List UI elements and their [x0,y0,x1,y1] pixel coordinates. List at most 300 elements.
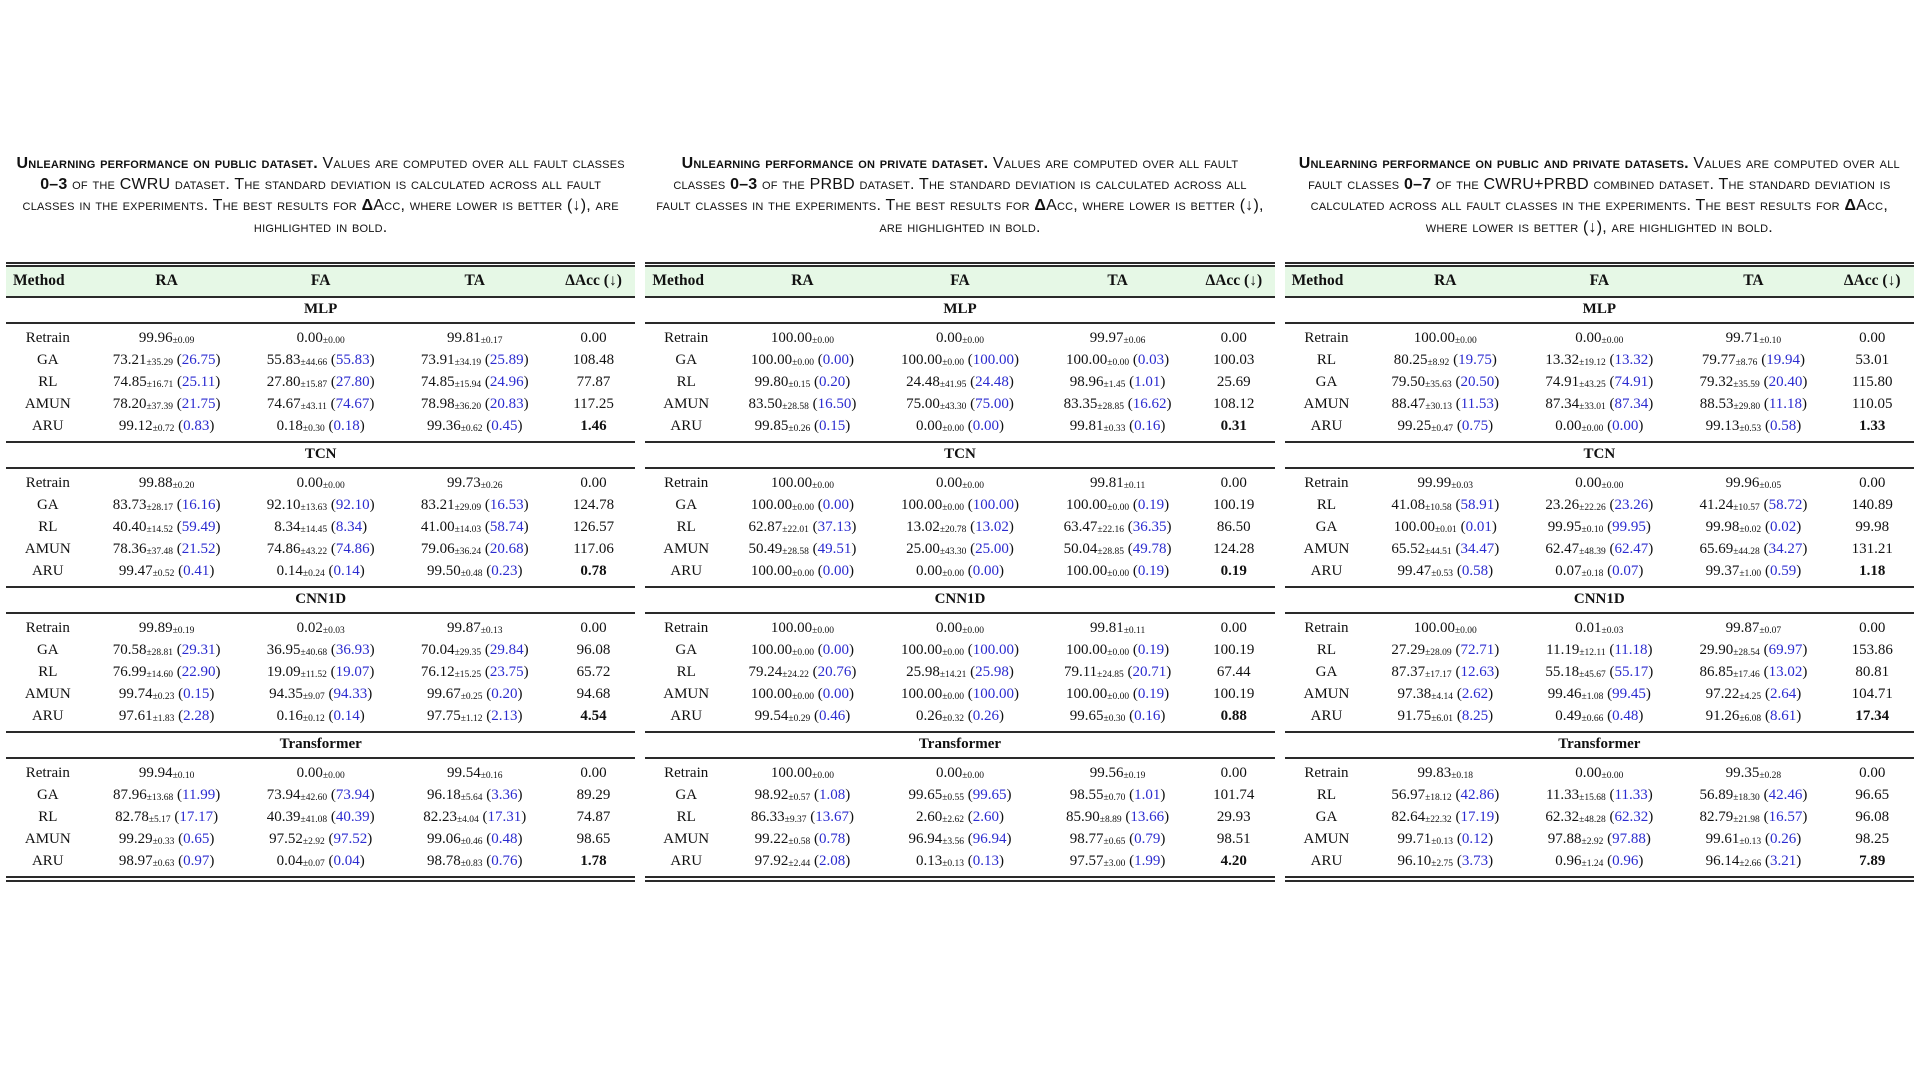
ra-cell [727,684,878,706]
table-block-private-prbd [645,0,1274,882]
paren: ( [173,664,182,680]
paren: ( [1761,831,1770,847]
results-table [645,262,1274,882]
paren: ) [845,374,851,390]
ta-cell [1042,561,1193,587]
paren: ) [1638,563,1644,579]
ta-cell [1676,539,1830,561]
fa-cell [244,495,398,517]
paren: ( [481,396,490,412]
delta-acc-cell: 100.19 [1213,686,1255,702]
value: 73.94 [266,787,301,803]
value: 0.00 [915,563,943,579]
paren: ( [1759,374,1769,390]
method-cell: ARU [1310,853,1343,869]
paren: ( [174,418,184,434]
std-dev: ±0.47 [1431,424,1454,434]
std-dev: ±0.00 [1107,692,1130,702]
table-row [6,807,635,829]
delta-value: 0.13 [972,853,1000,869]
std-dev: ±0.58 [788,837,811,847]
fa-cell [1522,561,1676,587]
std-dev: ±28.85 [1097,402,1125,412]
ra-cell [1368,350,1522,372]
delta-value: 3.36 [491,787,518,803]
ta-cell [398,323,552,350]
paren: ) [1006,787,1012,803]
delta-value: 0.19 [1137,686,1165,702]
std-dev: ±41.95 [939,380,967,390]
std-dev: ±36.20 [454,402,482,412]
value: 98.92 [754,787,789,803]
delta-acc-cell: 124.78 [572,497,615,513]
table-row [645,662,1274,684]
value: 99.85 [754,418,789,434]
paren: ( [1453,563,1462,579]
section-transformer [1285,732,1914,879]
value: 76.12 [420,664,455,680]
delta-value: 3.21 [1769,853,1797,869]
std-dev: ±48.28 [1579,815,1606,825]
value: 0.00 [296,330,323,346]
ta-cell [398,394,552,416]
fa-cell [878,517,1043,539]
delta-value: 21.52 [181,541,216,557]
ra-cell [1368,613,1522,640]
fa-cell [878,662,1043,684]
delta-value: 0.04 [333,853,360,869]
fa-cell [878,323,1043,350]
value: 100.00 [1066,563,1108,579]
delta-value: 16.16 [181,497,216,513]
value: 100.00 [750,352,793,368]
paren: ( [1451,374,1461,390]
paren: ( [1605,374,1615,390]
paren: ( [1123,664,1133,680]
std-dev: ±28.58 [782,402,809,412]
fa-cell [244,416,398,442]
paren: ( [173,352,182,368]
fa-cell [244,807,398,829]
paren: ) [848,563,854,579]
table-row [6,539,635,561]
paren: ) [209,563,215,579]
delta-value: 22.90 [181,664,216,680]
paren: ( [1451,809,1461,825]
column-header: RA [727,265,878,298]
paren: ( [1453,686,1462,702]
delta-value: 0.48 [1612,708,1639,724]
delta-acc-cell: 74.87 [576,809,611,825]
paren: ( [1605,497,1615,513]
ra-cell [1368,561,1522,587]
value: 87.96 [112,787,147,803]
value: 99.73 [446,475,481,491]
std-dev: ±0.18 [1451,771,1474,781]
std-dev: ±0.00 [962,771,985,781]
value: 0.14 [276,563,303,579]
paren: ( [1603,853,1613,869]
paren: ) [1164,642,1170,658]
delta-value: 36.93 [335,642,370,658]
paren: ( [966,374,976,390]
delta-value: 1.01 [1134,374,1161,390]
std-dev: ±0.65 [1103,837,1126,847]
delta-value: 2.08 [818,853,846,869]
std-dev: ±0.53 [1431,569,1454,579]
std-dev: ±0.03 [1601,626,1624,636]
ta-cell [398,468,552,495]
delta-value: 0.00 [822,642,849,658]
ta-cell [1676,785,1830,807]
paren: ( [966,541,976,557]
paren: ) [1494,497,1500,513]
delta-value: 62.32 [1614,809,1649,825]
paren: ( [1759,541,1769,557]
method-cell: Retrain [1304,330,1349,346]
value: 82.23 [423,809,457,825]
std-dev: ±43.11 [300,402,327,412]
delta-acc-cell: 98.51 [1216,831,1251,847]
paren: ( [481,642,490,658]
value: 98.96 [1069,374,1104,390]
method-cell: ARU [31,418,64,434]
section-cnn1d [6,587,635,732]
std-dev: ±0.00 [792,503,814,513]
ra-cell [727,662,878,684]
delta-acc-cell: 0.00 [1220,765,1247,781]
paren: ) [359,853,365,869]
ra-cell [1368,495,1522,517]
section-title: Transformer [6,732,635,758]
delta-value: 74.67 [335,396,370,412]
paren: ( [327,519,336,535]
ta-cell [1676,640,1830,662]
paren: ( [964,642,973,658]
table-row [645,785,1274,807]
delta-value: 0.00 [822,563,849,579]
std-dev: ±0.00 [1107,569,1130,579]
std-dev: ±0.00 [322,771,345,781]
std-dev: ±0.32 [942,714,965,724]
table-caption [645,153,1274,238]
ta-cell [1042,468,1193,495]
fa-cell [1522,662,1676,684]
paren: ( [324,563,334,579]
method-cell: RL [676,664,696,680]
paren: ) [1648,664,1654,680]
method-cell: RL [38,374,58,390]
std-dev: ±0.55 [942,793,965,803]
column-header: RA [90,265,244,298]
paren: ( [1451,787,1461,803]
value: 99.65 [908,787,943,803]
paren: ) [999,418,1005,434]
std-dev: ±15.94 [454,380,482,390]
paren: ) [1488,686,1494,702]
value: 99.47 [1397,563,1432,579]
paren: ) [1638,418,1644,434]
delta-value: 0.00 [822,686,849,702]
paren: ) [1488,708,1494,724]
paren: ( [808,664,818,680]
std-dev: ±0.00 [942,424,965,434]
value: 92.10 [266,497,301,513]
std-dev: ±0.28 [1759,771,1782,781]
std-dev: ±43.30 [939,547,967,557]
fa-cell [1522,539,1676,561]
method-cell: GA [36,787,59,803]
delta-acc-cell: 153.86 [1851,642,1893,658]
std-dev: ±22.16 [1097,525,1125,535]
delta-value: 2.62 [1461,686,1489,702]
fa-cell [878,468,1043,495]
value: 13.02 [906,519,940,535]
table-row [6,468,635,495]
delta-acc-cell: 7.89 [1859,853,1886,869]
paren: ( [1125,374,1135,390]
table-row [645,539,1274,561]
ta-cell [1676,495,1830,517]
paren: ) [1796,418,1802,434]
std-dev: ±10.57 [1733,503,1760,513]
std-dev: ±0.19 [1123,771,1146,781]
value: 94.35 [269,686,303,702]
section-title: TCN [645,442,1274,468]
delta-value: 62.47 [1614,541,1649,557]
value: 91.26 [1705,708,1740,724]
fa-cell [1522,785,1676,807]
paren: ( [1759,664,1769,680]
delta-value: 100.00 [972,352,1015,368]
std-dev: ±0.00 [322,481,345,491]
paren: ) [1164,563,1170,579]
method-cell: Retrain [664,765,709,781]
std-dev: ±1.45 [1103,380,1126,390]
table-row [6,706,635,732]
std-dev: ±0.05 [1759,481,1782,491]
delta-value: 16.57 [1768,809,1803,825]
value: 88.47 [1391,396,1426,412]
delta-value: 0.78 [818,831,846,847]
method-cell: ARU [31,853,64,869]
method-cell: RL [676,519,696,535]
paren: ( [813,352,823,368]
delta-value: 100.00 [972,642,1015,658]
paren: ) [1638,708,1644,724]
method-cell: GA [675,642,698,658]
delta-value: 0.03 [1137,352,1165,368]
fa-cell [1522,517,1676,539]
delta-value: 13.66 [1130,809,1165,825]
delta-acc-cell: 67.44 [1216,664,1251,680]
method-cell: RL [676,374,696,390]
std-dev: ±0.06 [1123,336,1146,346]
paren: ( [808,396,818,412]
paren: ( [1603,519,1613,535]
paren: ( [482,831,492,847]
table-row [6,416,635,442]
value: 100.00 [750,563,793,579]
method-cell: GA [675,497,698,513]
caption-segment: Δ [361,197,374,215]
delta-value: 8.34 [335,519,363,535]
table-row [645,807,1274,829]
paren: ) [369,642,375,658]
value: 23.26 [1545,497,1580,513]
std-dev: ±0.33 [1103,424,1126,434]
table-row [645,416,1274,442]
ra-cell [90,323,244,350]
paren: ( [327,497,336,513]
ra-cell [90,851,244,879]
section-title: CNN1D [645,587,1274,613]
paren: ( [481,664,490,680]
value: 91.75 [1397,708,1432,724]
fa-cell [1522,829,1676,851]
value: 19.09 [266,664,301,680]
delta-value: 49.78 [1132,541,1167,557]
value: 74.67 [266,396,301,412]
fa-cell [244,706,398,732]
ta-cell [1676,394,1830,416]
paren: ( [1451,664,1461,680]
delta-value: 2.28 [183,708,210,724]
paren: ) [1008,541,1014,557]
ta-cell [1676,807,1830,829]
caption-segment: Unlearning performance on private dataset. [681,154,989,172]
method-cell: ARU [1310,563,1343,579]
section-mlp [1285,297,1914,442]
paren: ( [964,686,973,702]
table-row [6,495,635,517]
std-dev: ±1.08 [1581,692,1604,702]
value: 99.81 [1089,620,1124,636]
table-row [1285,758,1914,785]
ra-cell [727,394,878,416]
value: 24.48 [906,374,940,390]
delta-value: 55.17 [1614,664,1649,680]
paren: ) [1799,352,1805,368]
delta-value: 17.17 [179,809,214,825]
ta-cell [398,495,552,517]
value: 0.26 [915,708,943,724]
value: 0.00 [1555,418,1582,434]
fa-cell [878,416,1043,442]
ra-cell [90,495,244,517]
std-dev: ±0.10 [1581,525,1604,535]
paren: ( [482,787,492,803]
paren: ) [1648,396,1654,412]
paren: ) [1008,519,1014,535]
value: 41.08 [1391,497,1426,513]
value: 83.50 [748,396,783,412]
ra-cell [90,684,244,706]
value: 99.50 [426,563,461,579]
ta-cell [398,640,552,662]
ra-cell [90,807,244,829]
paren: ) [517,418,523,434]
std-dev: ±0.00 [812,771,834,781]
paren: ( [324,708,334,724]
value: 0.02 [296,620,323,636]
value: 40.39 [266,809,301,825]
delta-acc-cell: 100.19 [1213,642,1255,658]
method-cell: AMUN [24,686,71,702]
delta-acc-cell: 96.08 [576,642,611,658]
fa-cell [878,613,1043,640]
value: 87.34 [1545,396,1580,412]
table-row [6,323,635,350]
ta-cell [1042,807,1193,829]
delta-value: 0.19 [1137,642,1165,658]
delta-value: 0.16 [1134,418,1161,434]
section-cnn1d [645,587,1274,732]
paren: ( [808,519,818,535]
std-dev: ±3.56 [942,837,965,847]
fa-cell [1522,394,1676,416]
value: 96.14 [1705,853,1740,869]
ta-cell [1676,323,1830,350]
value: 0.01 [1575,620,1602,636]
std-dev: ±2.92 [1581,837,1604,847]
delta-value: 0.12 [1461,831,1489,847]
delta-value: 16.62 [1132,396,1167,412]
paren: ) [848,809,854,825]
paren: ) [1494,809,1500,825]
ta-cell [398,517,552,539]
paren: ( [1605,809,1615,825]
value: 100.00 [900,686,943,702]
paren: ) [209,831,215,847]
table-block-combined-cwru-prbd [1285,0,1914,882]
std-dev: ±0.48 [460,569,483,579]
value: 74.85 [112,374,147,390]
ta-cell [398,372,552,394]
paren: ( [813,563,823,579]
paren: ( [327,809,336,825]
ra-cell [727,416,878,442]
value: 99.87 [1725,620,1760,636]
ra-cell [90,785,244,807]
delta-value: 92.10 [335,497,370,513]
results-table [1285,262,1914,882]
ra-cell [727,851,878,879]
caption-segment: Unlearning performance on public and private datasets. [1298,154,1689,172]
paren: ) [209,708,215,724]
column-header: TA [1042,265,1193,298]
value: 0.49 [1555,708,1582,724]
paren: ) [523,352,529,368]
delta-acc-cell: 104.71 [1851,686,1893,702]
table-row [6,758,635,785]
ta-cell [398,539,552,561]
paren: ) [517,787,523,803]
table-row [1285,539,1914,561]
std-dev: ±6.08 [1739,714,1762,724]
fa-cell [1522,372,1676,394]
delta-value: 0.96 [1612,853,1639,869]
std-dev: ±22.26 [1579,503,1606,513]
std-dev: ±2.66 [1739,859,1762,869]
table-row [1285,613,1914,640]
std-dev: ±0.00 [792,569,814,579]
ta-cell [1676,517,1830,539]
value: 0.04 [276,853,303,869]
value: 79.11 [1063,664,1098,680]
ta-cell [1042,706,1193,732]
delta-acc-cell: 89.29 [576,787,611,803]
